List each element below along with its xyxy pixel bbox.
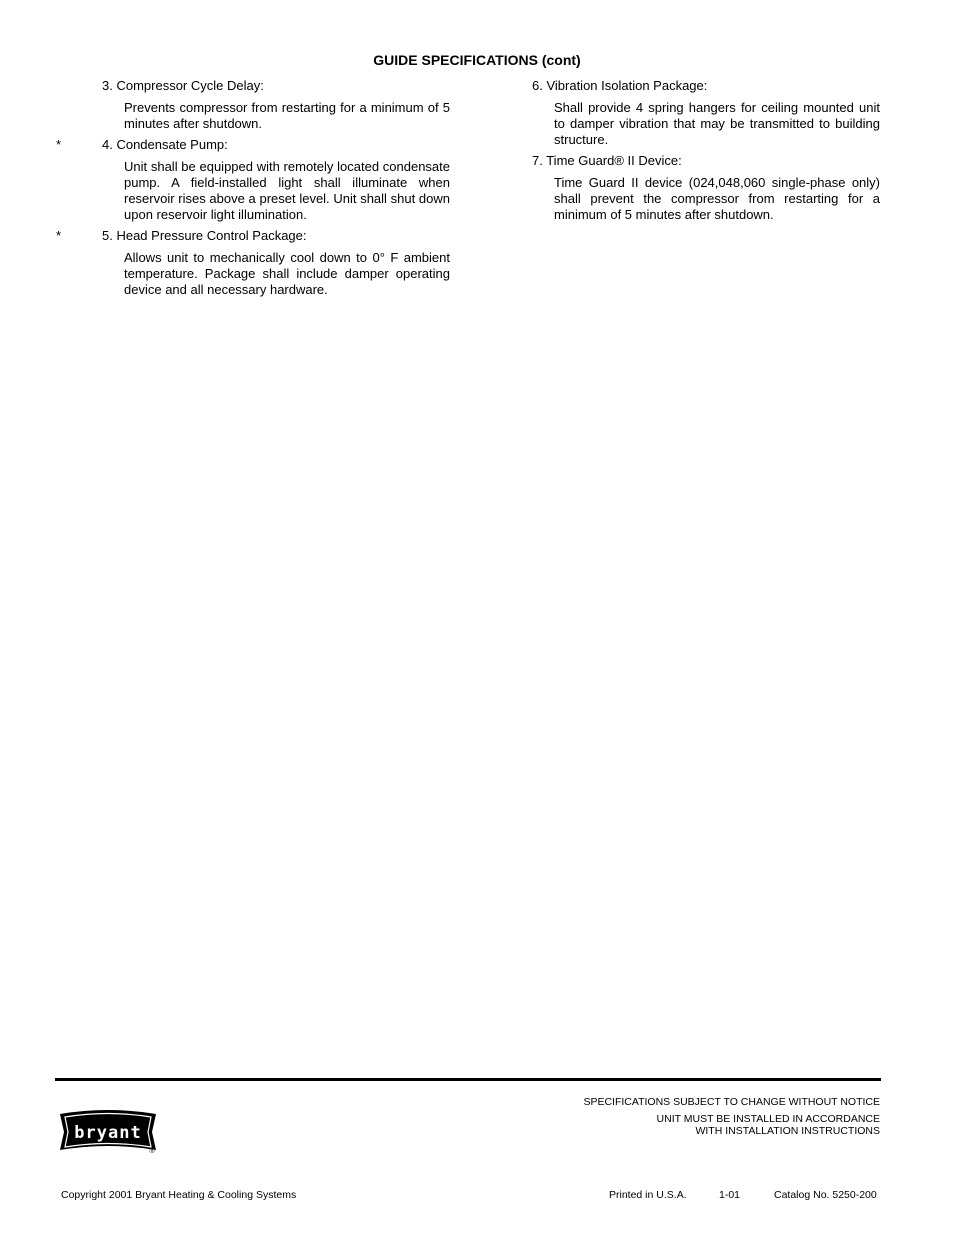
- notice-install-line1: UNIT MUST BE INSTALLED IN ACCORDANCE: [656, 1113, 880, 1125]
- spec-item-4: [56, 137, 450, 223]
- page-title: GUIDE SPECIFICATIONS (cont): [373, 52, 581, 68]
- spec-text: Unit shall be equipped with remotely located condensate pump. A field-installed light shall illuminate when reservoir rises above a preset level. Unit shall shut down upon reservoir light illumination.: [124, 159, 450, 222]
- spec-heading: 5. Head Pressure Control Package:: [102, 228, 307, 243]
- copyright-text: Copyright 2001 Bryant Heating & Cooling Systems: [61, 1189, 297, 1201]
- spec-heading: 4. Condensate Pump:: [102, 137, 228, 152]
- printed-location: Printed in U.S.A.: [609, 1189, 687, 1201]
- bryant-logo: [56, 1108, 160, 1154]
- spec-heading: 6. Vibration Isolation Package:: [532, 78, 708, 93]
- spec-item-6: [532, 78, 880, 148]
- footer-rule: [55, 1078, 881, 1081]
- spec-text: Time Guard II device (024,048,060 single-phase only) shall prevent the compressor from restarting for a minimum of 5 minutes after shutdown.: [554, 175, 880, 222]
- catalog-number: Catalog No. 5250-200: [774, 1189, 877, 1201]
- left-column: [56, 78, 450, 298]
- asterisk-marker: *: [56, 137, 62, 152]
- logo-wordmark: bryant: [74, 1123, 142, 1143]
- spec-item-3: [56, 78, 450, 132]
- registered-mark: ®: [149, 1148, 155, 1154]
- print-date: 1-01: [719, 1189, 741, 1201]
- spec-item-7: [532, 153, 880, 223]
- spec-text: Shall provide 4 spring hangers for ceiling mounted unit to damper vibration that may be transmitted to building structure.: [554, 100, 880, 147]
- notice-install-line2: WITH INSTALLATION INSTRUCTIONS: [695, 1125, 880, 1137]
- spec-heading: 7. Time Guard® II Device:: [532, 153, 682, 168]
- spec-heading: 3. Compressor Cycle Delay:: [102, 78, 264, 93]
- right-column: [532, 78, 880, 223]
- spec-item-5: [56, 228, 450, 298]
- spec-text: Allows unit to mechanically cool down to 0° F ambient temperature. Package shall include damper operating device and all necessary hardware.: [124, 250, 450, 297]
- spec-text: Prevents compressor from restarting for a minimum of 5 minutes after shutdown.: [124, 100, 450, 131]
- asterisk-marker: *: [56, 228, 62, 243]
- notice-change: SPECIFICATIONS SUBJECT TO CHANGE WITHOUT NOTICE: [583, 1096, 880, 1108]
